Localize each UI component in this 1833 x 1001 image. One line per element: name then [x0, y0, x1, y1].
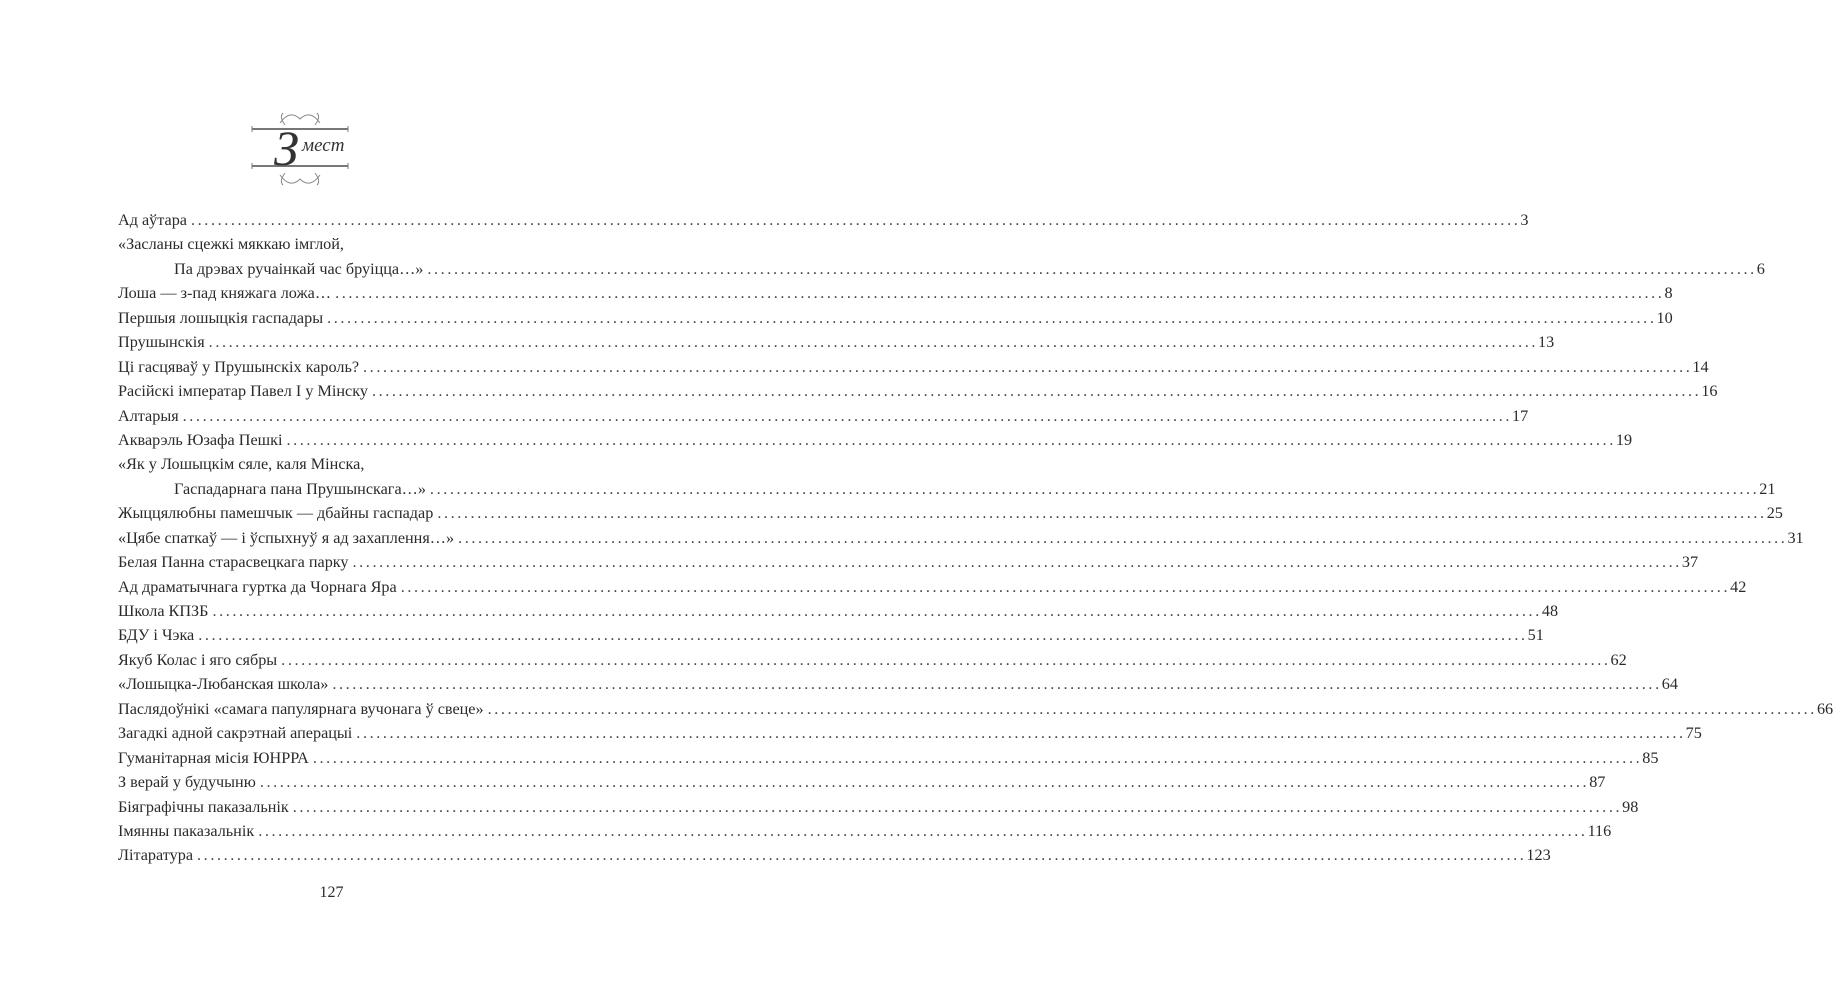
toc-entry-page: 19 — [1615, 430, 1633, 449]
toc-entry-title: Акварэль Юзафа Пешкі — [118, 430, 283, 449]
toc-entry-title: Школа КПЗБ — [118, 602, 209, 620]
toc-entry — [118, 672, 1678, 696]
toc-entry-page: 3 — [1520, 211, 1529, 229]
dot-leader: ........................................................................................................................................................................................................ — [281, 650, 1611, 669]
toc-entry — [118, 770, 1606, 794]
toc-entry-page: 62 — [1610, 650, 1627, 669]
dot-leader: ........................................................................................................................................................................................................ — [312, 748, 1643, 767]
toc-entry-title: Жыццялюбны памешчык — дбайны гаспадар — [118, 504, 434, 523]
toc-entry-page: 123 — [1526, 846, 1551, 865]
table-of-contents — [118, 208, 1833, 868]
toc-heading-initial: З — [274, 120, 299, 176]
dot-leader: ........................................................................................................................................................................................................ — [429, 479, 1760, 498]
toc-entry-title: Першыя лошыцкія гаспадары — [118, 308, 324, 327]
toc-entry-title: «Як у Лошыцкім сяле, каля Мінска, — [118, 455, 365, 474]
toc-entry — [118, 843, 1551, 867]
page-number: 127 — [319, 884, 344, 901]
toc-entry — [118, 404, 1529, 428]
toc-entry-page: 10 — [1656, 308, 1673, 327]
dot-leader: ........................................................................................................................................................................................................ — [197, 846, 1527, 865]
dot-leader: ........................................................................................................................................................................................................ — [400, 577, 1731, 596]
dot-leader: ........................................................................................................................................................................................................ — [458, 528, 1788, 547]
toc-entry — [118, 599, 1559, 623]
toc-entry-title: Гаспадарнага пана Прушынскага…» — [174, 479, 426, 498]
toc-entry — [118, 648, 1627, 672]
toc-entry-page: 87 — [1589, 773, 1606, 792]
toc-entry-page: 48 — [1541, 602, 1559, 620]
toc-entry — [118, 819, 1612, 843]
toc-entry-title: БДУ і Чэка — [118, 626, 195, 645]
toc-entry-page: 17 — [1512, 406, 1529, 425]
toc-entry-title: Лоша — з-пад княжага ложа… — [118, 284, 332, 303]
toc-entry — [118, 697, 1833, 721]
toc-entry — [118, 477, 1776, 501]
dot-leader: ........................................................................................................................................................................................................ — [487, 699, 1817, 718]
toc-entry-title: Ад аўтара — [118, 211, 187, 229]
dot-leader: ........................................................................................................................................................................................................ — [352, 553, 1682, 572]
toc-entry-title: Ад драматычнага гуртка да Чорнага Яра — [118, 577, 397, 596]
toc-entry-title: Загадкі адной сакрэтнай аперацыі — [118, 724, 353, 743]
toc-entry-title: Якуб Колас і яго сябры — [118, 650, 278, 669]
toc-entry — [118, 526, 1804, 550]
dot-leader: ........................................................................................................................................................................................................ — [212, 602, 1542, 620]
toc-entry — [118, 721, 1702, 745]
toc-entry-title: З верай у будучыню — [118, 773, 256, 792]
dot-leader: ........................................................................................................................................................................................................ — [427, 259, 1757, 278]
toc-entry — [118, 379, 1718, 403]
toc-entry-page: 51 — [1527, 626, 1544, 645]
toc-entry — [118, 232, 554, 256]
toc-entry-title: Імянны паказальнік — [118, 821, 255, 840]
dot-leader: ........................................................................................................................................................................................................ — [208, 333, 1539, 352]
toc-entry-page: 14 — [1692, 357, 1709, 376]
dot-leader: ........................................................................................................................................................................................................ — [327, 308, 1657, 327]
dot-leader: ........................................................................................................................................................................................................ — [258, 821, 1588, 840]
toc-entry-title: Па дрэвах ручаінкай час бруіцца…» — [174, 259, 424, 278]
toc-entry-page: 16 — [1701, 382, 1718, 401]
toc-entry-page: 116 — [1587, 821, 1612, 840]
toc-entry — [118, 623, 1544, 647]
dot-leader: ........................................................................................................................................................................................................ — [371, 382, 1702, 401]
dot-leader: ........................................................................................................................................................................................................ — [335, 284, 1665, 303]
toc-entry-page: 75 — [1685, 724, 1702, 743]
toc-entry — [118, 330, 1555, 354]
toc-entry — [118, 355, 1709, 379]
toc-heading-text: мест — [302, 135, 345, 156]
toc-entry-title: Расійскі імператар Павел І у Мінску — [118, 382, 368, 401]
toc-heading-ornament — [240, 105, 360, 190]
dot-leader: ........................................................................................................................................................................................................ — [437, 504, 1767, 523]
toc-entry-page: 85 — [1642, 748, 1659, 767]
toc-entry — [118, 428, 1633, 452]
toc-entry-title: Літаратура — [118, 846, 194, 865]
toc-entry-page: 42 — [1730, 577, 1747, 596]
dot-leader: ........................................................................................................................................................................................................ — [198, 626, 1528, 645]
toc-entry-title: Белая Панна старасвецкага парку — [118, 553, 349, 572]
toc-entry-title: Ці гасцяваў у Прушынскіх кароль? — [118, 357, 360, 376]
toc-entry — [118, 746, 1659, 770]
toc-entry — [118, 795, 1639, 819]
dot-leader: ........................................................................................................................................................................................................ — [356, 724, 1686, 743]
toc-entry — [118, 208, 1529, 232]
toc-entry-page: 25 — [1766, 504, 1783, 523]
toc-entry-page: 13 — [1538, 333, 1555, 352]
dot-leader: ........................................................................................................................................................................................................ — [292, 797, 1623, 816]
toc-entry — [118, 306, 1673, 330]
toc-entry — [118, 257, 1765, 281]
toc-entry-page: 64 — [1661, 675, 1678, 694]
dot-leader: ........................................................................................................................................................................................................ — [332, 675, 1662, 694]
dot-leader: ........................................................................................................................................................................................................ — [191, 211, 1521, 229]
toc-entry-page: 6 — [1756, 259, 1765, 278]
toc-entry-page: 37 — [1681, 553, 1699, 572]
toc-entry — [118, 550, 1699, 574]
toc-entry-page: 8 — [1664, 284, 1673, 303]
dot-leader: ........................................................................................................................................................................................................ — [259, 773, 1590, 792]
toc-entry-page: 66 — [1816, 699, 1833, 718]
toc-entry-page: 21 — [1759, 479, 1776, 498]
toc-entry-page: 98 — [1622, 797, 1639, 816]
toc-entry — [118, 575, 1747, 599]
toc-entry-title: Прушынскія — [118, 333, 205, 352]
dot-leader: ........................................................................................................................................................................................................ — [286, 430, 1616, 449]
toc-entry — [118, 452, 554, 476]
dot-leader: ........................................................................................................................................................................................................ — [363, 357, 1693, 376]
toc-entry-page: 31 — [1787, 528, 1804, 547]
toc-entry-title: Біяграфічны паказальнік — [118, 797, 289, 816]
toc-entry-title: «Цябе спаткаў — і ўспыхнуў я ад захаплення…» — [118, 528, 455, 547]
toc-entry-title: Гуманітарная місія ЮНРРА — [118, 748, 309, 767]
dot-leader: ........................................................................................................................................................................................................ — [182, 406, 1513, 425]
toc-entry-title: Алтарыя — [118, 406, 179, 425]
toc-entry-title: «Лошыцка-Любанская школа» — [118, 675, 329, 694]
toc-entry-title: Паслядоўнікі «самага папулярнага вучонага ў свеце» — [118, 699, 484, 718]
toc-entry — [118, 501, 1783, 525]
toc-entry — [118, 281, 1673, 305]
toc-entry-title: «Засланы сцежкі мяккаю імглой, — [118, 235, 344, 254]
